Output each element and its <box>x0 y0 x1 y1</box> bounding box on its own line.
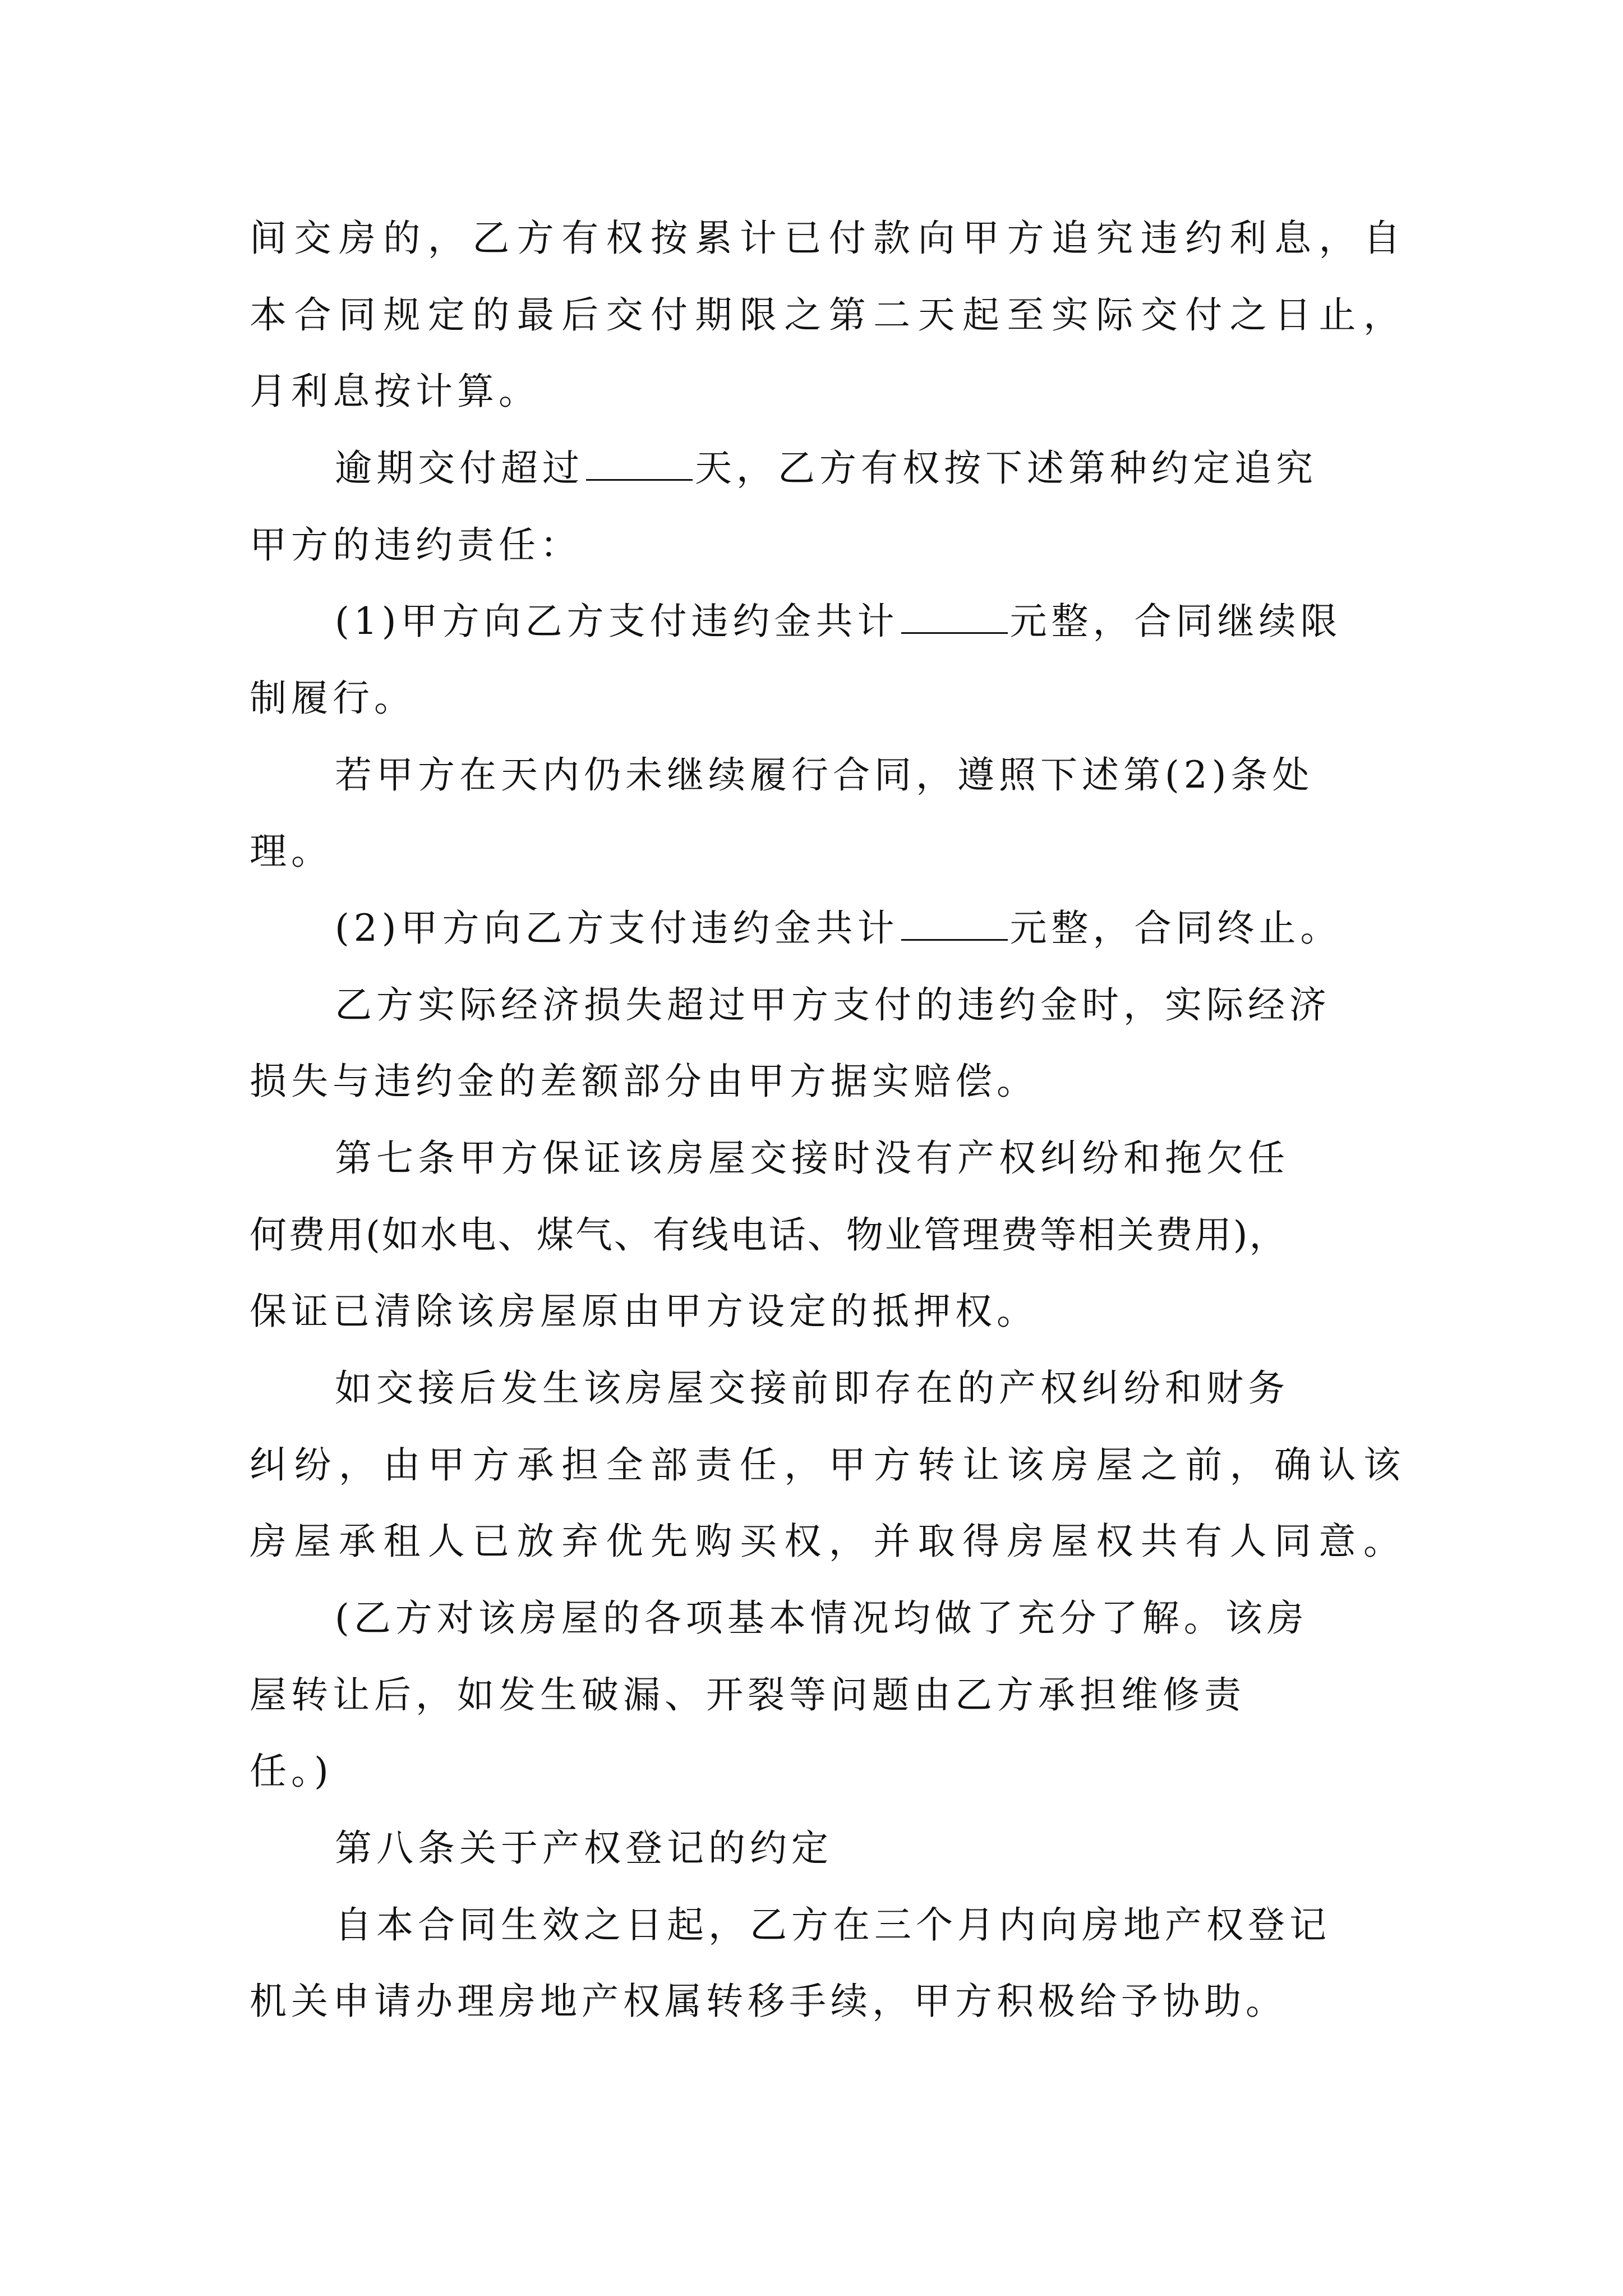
text-line: 保证已清除该房屋原由甲方设定的抵押权。 <box>250 1290 1038 1333</box>
text-line: 如交接后发生该房屋交接前即存在的产权纠纷和财务 <box>335 1366 1289 1410</box>
text-line: 间交房的，乙方有权按累计已付款向甲方追究违约利息，自 <box>250 217 1405 260</box>
text-segment: (2)甲方向乙方支付违约金共计 <box>335 907 899 950</box>
text-segment: 元整，合同终止。 <box>1009 907 1342 950</box>
fill-in-blank <box>901 627 1008 634</box>
text-line: 机关申请办理房地产权属转移手续，甲方积极给予协助。 <box>250 1980 1287 2023</box>
text-line: 若甲方在天内仍未继续履行合同，遵照下述第(2)条处 <box>335 753 1314 797</box>
text-line: 自本合同生效之日起，乙方在三个月内向房地产权登记 <box>335 1903 1331 1947</box>
text-line: 乙方实际经济损失超过甲方支付的违约金时，实际经济 <box>335 983 1331 1027</box>
section-heading: 第八条关于产权登记的约定 <box>335 1826 833 1870</box>
text-line: 第七条甲方保证该房屋交接时没有产权纠纷和拖欠任 <box>335 1137 1289 1180</box>
text-line: 理。 <box>250 830 333 873</box>
text-line: 损失与违约金的差额部分由甲方据实赔偿。 <box>250 1060 1038 1103</box>
text-line: 房屋承租人已放弃优先购买权，并取得房屋权共有人同意。 <box>250 1520 1405 1563</box>
text-line: 任。) <box>250 1750 333 1793</box>
fill-in-blank <box>586 473 693 481</box>
fill-in-blank <box>901 933 1008 941</box>
text-segment: 元整，合同继续限 <box>1009 600 1342 643</box>
text-line <box>250 906 1490 951</box>
text-line <box>250 599 1490 644</box>
text-segment: (1)甲方向乙方支付违约金共计 <box>335 600 899 643</box>
text-line: 何费用(如水电、煤气、有线电话、物业管理费等相关费用)， <box>250 1213 1288 1257</box>
text-segment: 天，乙方有权按下述第种约定追究 <box>695 447 1317 490</box>
text-line: 月利息按计算。 <box>250 370 540 413</box>
text-segment: 逾期交付超过 <box>335 447 584 490</box>
text-line: 甲方的违约责任： <box>250 523 582 567</box>
text-line: 本合同规定的最后交付期限之第二天起至实际交付之日止， <box>250 293 1405 337</box>
text-line: 屋转让后，如发生破漏、开裂等问题由乙方承担维修责 <box>250 1673 1246 1717</box>
text-line: 制履行。 <box>250 677 416 720</box>
text-line: (乙方对该房屋的各项基本情况均做了充分了解。该房 <box>335 1596 1308 1640</box>
text-line <box>250 446 1490 491</box>
text-line: 纠纷，由甲方承担全部责任，甲方转让该房屋之前，确认该 <box>250 1443 1405 1487</box>
